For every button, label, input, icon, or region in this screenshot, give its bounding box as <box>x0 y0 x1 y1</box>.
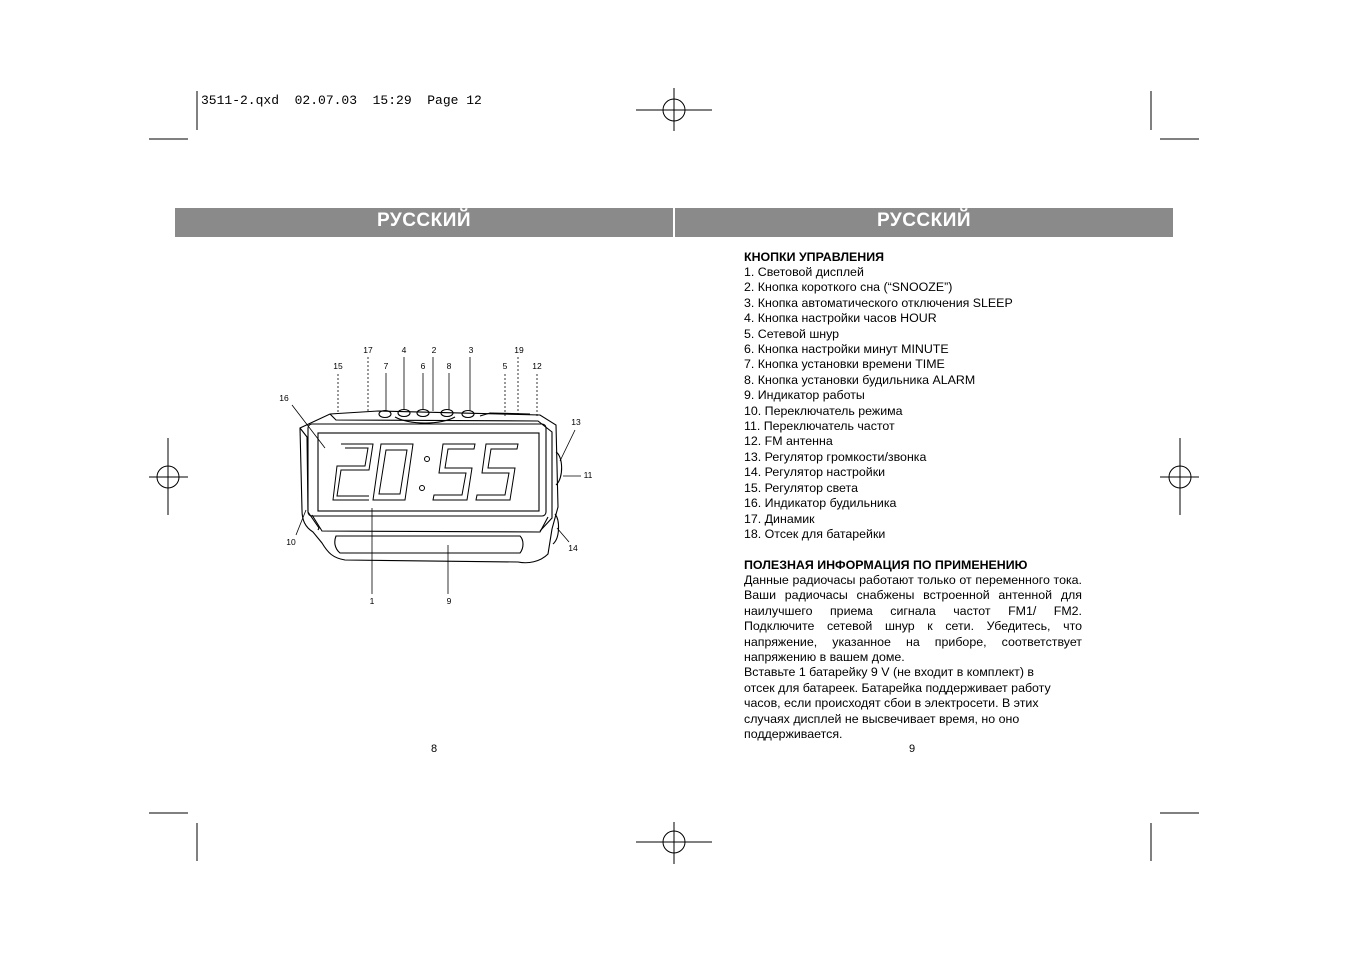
display-digits <box>333 444 518 500</box>
list-item: 11. Переключатель частот <box>744 419 895 434</box>
list-item: 5. Сетевой шнур <box>744 326 840 341</box>
list-item: 9. Индикатор работы <box>744 388 865 403</box>
info-paragraph-2-line: случаях дисплей не высвечивает время, но оно <box>744 711 1020 726</box>
file-slug: 3511-2.qxd 02.07.03 15:29 Page 12 <box>201 93 482 108</box>
callout-4: 4 <box>401 345 407 355</box>
callout-5: 5 <box>502 361 508 371</box>
list-item: 2. Кнопка короткого сна (“SNOOZE”) <box>744 280 953 295</box>
callout-3: 3 <box>468 345 474 355</box>
list-item: 6. Кнопка настройки минут MINUTE <box>744 342 949 357</box>
info-paragraph-1: Данные радиочасы работают только от переменного тока. Ваши радиочасы снабжены встроенной антенной для наилучшего приема сигнала частот FM1/ FM2. Подключите сетевой шнур к сети. Убедитесь, что напряжение, указанное на приборе, соответствует напряжению в вашем доме. <box>744 573 1082 665</box>
list-item: 10. Переключатель режима <box>744 403 903 418</box>
list-item: 12. FM антенна <box>744 434 833 449</box>
info-paragraph-2-line: отсек для батареек. Батарейка поддерживает работу <box>744 680 1051 695</box>
page-header-right: РУССКИЙ <box>675 208 1173 237</box>
callout-17: 17 <box>363 345 373 355</box>
callout-11: 11 <box>583 470 593 480</box>
callout-1: 1 <box>369 596 375 606</box>
list-item: 18. Отсек для батарейки <box>744 526 886 541</box>
callout-14: 14 <box>568 543 578 553</box>
list-item: 3. Кнопка автоматического отключения SLEEP <box>744 295 1013 310</box>
info-paragraph-2-line: часов, если происходят сбои в электросети. В этих <box>744 696 1039 711</box>
callout-16: 16 <box>279 393 289 403</box>
controls-section <box>744 249 1082 542</box>
callout-19: 19 <box>514 345 524 355</box>
list-item: 13. Регулятор громкости/звонка <box>744 449 927 464</box>
callout-15: 15 <box>333 361 343 371</box>
page-header-left: РУССКИЙ <box>175 208 673 237</box>
page-number-left: 8 <box>431 743 438 755</box>
controls-title: КНОПКИ УПРАВЛЕНИЯ <box>744 250 885 264</box>
page-number-right: 9 <box>909 743 916 755</box>
callout-12: 12 <box>532 361 542 371</box>
list-item: 15. Регулятор света <box>744 480 858 495</box>
info-paragraph-2 <box>744 665 1082 742</box>
callout-8: 8 <box>446 361 452 371</box>
info-section <box>744 557 1082 742</box>
list-item: 1. Световой дисплей <box>744 265 864 279</box>
callout-10: 10 <box>286 537 296 547</box>
info-paragraph-2-line: Вставьте 1 батарейку 9 V (не входит в комплект) в <box>744 665 1034 680</box>
list-item: 4. Кнопка настройки часов HOUR <box>744 311 937 326</box>
list-item: 16. Индикатор будильника <box>744 496 897 511</box>
info-paragraph-2-line: поддерживается. <box>744 727 843 742</box>
callout-2: 2 <box>431 345 437 355</box>
list-item: 17. Динамик <box>744 511 815 526</box>
callout-7: 7 <box>383 361 389 371</box>
controls-list <box>744 265 1082 542</box>
callout-9: 9 <box>446 596 452 606</box>
callout-13: 13 <box>571 417 581 427</box>
callout-6: 6 <box>420 361 426 371</box>
info-title: ПОЛЕЗНАЯ ИНФОРМАЦИЯ ПО ПРИМЕНЕНИЮ <box>744 558 1028 572</box>
list-item: 14. Регулятор настройки <box>744 465 886 480</box>
list-item: 8. Кнопка установки будильника ALARM <box>744 372 976 387</box>
list-item: 7. Кнопка установки времени TIME <box>744 357 945 372</box>
